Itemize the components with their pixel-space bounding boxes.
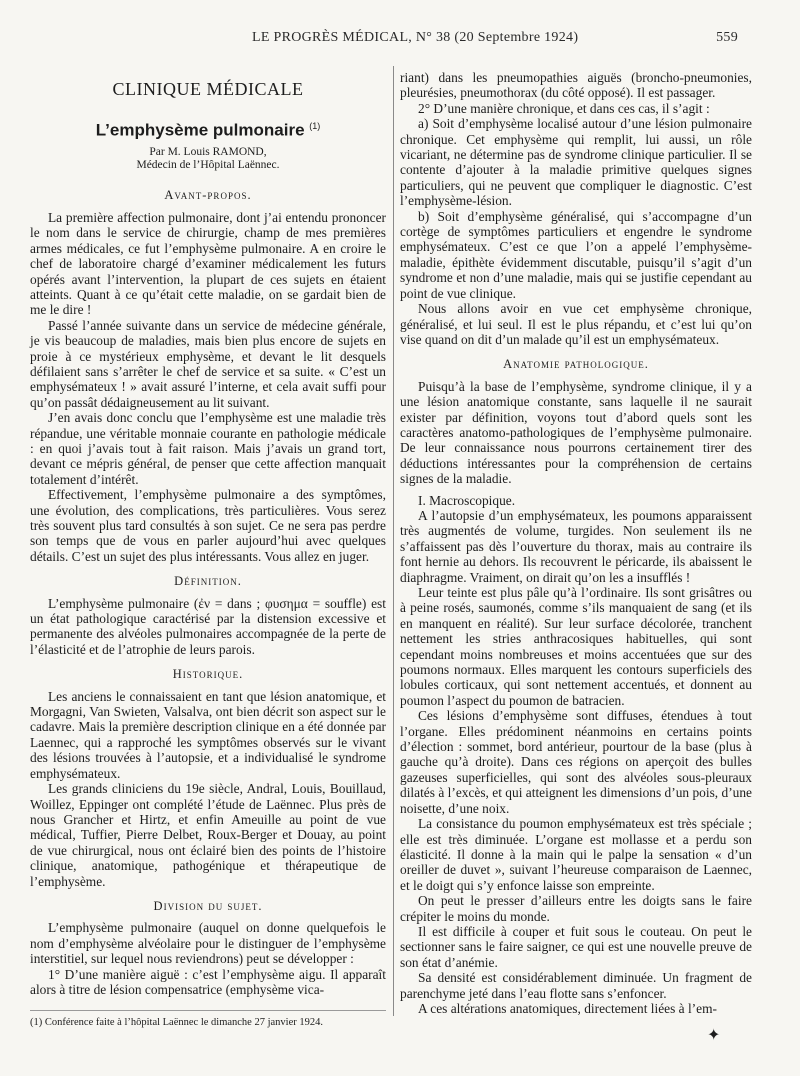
left-column (30, 62, 386, 997)
paragraph: Les anciens le connaissaient en tant que lésion anatomique, et Morgagni, Van Swieten, Valsalva, ont bien décrit son aspect sur le cadavre. Mais la première description clinique en a été donnée par Laennec, qui a rapproché les symptômes observés sur le vivant des lésions trouvées à l’autopsie, et a individualisé le syndrome emphysémateux. (30, 688, 386, 781)
paragraph: b) Soit d’emphysème généralisé, qui s’accompagne d’un cortège de symptômes particuliers et engendre le syndrome emphysémateux. C’est ce que l’on a appelé l’emphysème-maladie, épithète évidemment discutable, puisqu’il s’agit d’un syndrome et non d’une maladie, mais qui se justifie cependant au point de vue clinique. (400, 208, 752, 301)
paragraph: On peut le presser d’ailleurs entre les doigts sans le faire crépiter le moins du monde. (400, 893, 752, 924)
running-title: LE PROGRÈS MÉDICAL, N° 38 (20 Septembre 1924) (252, 30, 579, 45)
subheading-macroscopique: I. Macroscopique. (418, 492, 516, 508)
paragraph: 1° D’une manière aiguë : c’est l’emphysème aigu. Il apparaît alors à titre de lésion compensatrice (emphysème vica- (30, 966, 386, 997)
paragraph: a) Soit d’emphysème localisé autour d’une lésion pulmonaire chronique. Cet emphysème qui remplit, lui aussi, un rôle vicariant, ne détermine pas de syndrome clinique particulier. Il se contente d’ajouter à la maladie primitive quelques signes particuliers, qui ne peuvent que compliquer le diagnostic. C’est l’emphysème-lésion. (400, 116, 752, 209)
paragraph: Les grands cliniciens du 19e siècle, Andral, Louis, Bouillaud, Woillez, Eppinger ont complété l’étude de Laënnec. Plus près de nous Grancher et Hirtz, et enfin Ameuille au point de vue médical, Tuffier, Pierre Delbet, Roux-Berger et Douay, au point de vue chirurgical, nous ont éclairé bien des points de l’histoire clinique, anatomique, pathogénique et thérapeutique de l’emphysème. (30, 781, 386, 889)
heading-division: Division du sujet. (153, 898, 263, 913)
paragraph: La consistance du poumon emphysémateux est très spéciale ; elle est très diminuée. L’organe est mollasse et a perdu son élasticité. Il donne à la main qui le palpe la sensation « d’un oreiller de duvet », suivant l’heureuse comparaison de Laennec, et le doigt qui s’y enfonce laisse son empreinte. (400, 816, 752, 893)
article-title (30, 119, 386, 141)
paragraph: Ces lésions d’emphysème sont diffuses, étendues à tout l’organe. Elles prédominent néanmoins en certains points d’élection : sommet, bord antérieur, pourtour de la base (plus à gauche qu’à droite). Dans ces régions on aperçoit des bulles gazeuses superficielles, qui sont des alvéoles sous-pleuraux dilatés à l’excès, et qui atteignent les dimensions d’un pois, d’une noisette, d’une noix. (400, 708, 752, 816)
section-rubric: CLINIQUE MÉDICALE (112, 79, 304, 99)
paragraph: A l’autopsie d’un emphysémateux, les poumons apparaissent très augmentés de volume, turgides. Non seulement ils ne s’affaissent pas dès l’ouverture du thorax, mais au contraire ils font hernie au dehors. Ils recouvrent le péricarde, ils abaissent le diaphragme. Vraiment, on dirait qu’on les a insufflés ! (400, 507, 752, 585)
paragraph: Effectivement, l’emphysème pulmonaire a des symptômes, une évolution, des complications, très particulières. Vous serez très souvent plus tard consultés à son sujet. Ce ne sera pas perdre son temps que de vous en parler aujourd’hui avec quelques détails. C’est un sujet des plus intéressants. Vous allez en juger. (30, 487, 386, 564)
paragraph: Leur teinte est plus pâle qu’à l’ordinaire. Ils sont grisâtres ou à peine rosés, saumonés, comme s’ils manquaient de sang (et ils en manquent en réalité). Sur leur surface décolorée, tranchent nettement les stries anthracosiques habituelles, qui sont cependant moins nombreuses et moins accentuées que sur des poumons normaux. Elles marquent les contours superficiels des lobules corticaux, qui sont nettement accentués, et donnent au poumon l’aspect du poumon de batracien. (400, 585, 752, 708)
footnote-rule (30, 1010, 386, 1011)
heading-anatomie: Anatomie pathologique. (503, 357, 649, 372)
heading-historique: Historique. (172, 667, 244, 682)
heading-avant-propos: Avant-propos. (164, 188, 252, 203)
end-ornament: ✦ (707, 1027, 721, 1044)
title-footnote-ref: (1) (309, 121, 321, 132)
page-number: 559 (716, 30, 738, 45)
footnote: (1) Conférence faite à l’hôpital Laënnec le dimanche 27 janvier 1924. (30, 1017, 323, 1028)
author-affiliation: Médecin de l’Hôpital Laënnec. (136, 159, 280, 172)
paragraph: Passé l’année suivante dans un service de médecine générale, je vis beaucoup de maladies, mais bien plus encore de sujets en proie à ce mystérieux emphysème, et devant le lit desquels défilaient sans s’arrêter le chef de service et sa suite. « C’est un emphysémateux ! » avait assuré l’interne, et cela avait suffi pour qu’on passât dédaigneusement au lit suivant. (30, 317, 386, 410)
paragraph: J’en avais donc conclu que l’emphysème est une maladie très répandue, une véritable monnaie courante en pathologie médicale : en quoi j’avais tout à fait raison. Mais j’avais un grand tort, devant ce mépris général, de penser que cette affection manquait totalement d’intérêt. (30, 410, 386, 487)
paragraph: L’emphysème pulmonaire (auquel on donne quelquefois le nom d’emphysème alvéolaire pour le distinguer de l’emphysème interstitiel, sur lequel nous reviendrons) peut se développer : (30, 920, 386, 967)
running-header (0, 26, 800, 50)
author-byline: Par M. Louis RAMOND, (149, 146, 267, 159)
paragraph: Puisqu’à la base de l’emphysème, syndrome clinique, il y a une lésion anatomique constante, sans laquelle il ne saurait exister par définition, voyons tout d’abord quels sont les caractères anatomo-pathologiques de l’emphysème pulmonaire. De leur connaissance nous pourrons certainement tirer des déductions intéressantes pour la compréhension de certains signes de la maladie. (400, 378, 752, 487)
paragraph: riant) dans les pneumopathies aiguës (broncho-pneumonies, pleurésies, pneumothorax (du côté opposé). Il est passager. (400, 70, 752, 101)
paragraph: Nous allons avoir en vue cet emphysème chronique, généralisé, et lui seul. Il est le plus répandu, et c’est lui qu’on vise quand on dit d’un malade qu’il est un emphysémateux. (400, 301, 752, 347)
paragraph: Sa densité est considérablement diminuée. Un fragment de parenchyme jeté dans l’eau flotte sans s’enfoncer. (400, 970, 752, 1001)
article-title-text: L’emphysème pulmonaire (95, 121, 305, 141)
paragraph: A ces altérations anatomiques, directement liées à l’em- (418, 1000, 717, 1016)
paragraph: Il est difficile à couper et fuit sous le couteau. On peut le sectionner sans le faire saigner, ce qui est une nouvelle preuve de son état d’anémie. (400, 923, 752, 970)
heading-definition: Définition. (174, 574, 242, 589)
column-divider (393, 66, 394, 1016)
paragraph: L’emphysème pulmonaire (ἐν = dans ; φυσημα = souffle) est un état pathologique caractérisé par la distension excessive et permanente des alvéoles pulmonaires accompagnée de la perte de l’élasticité et de l’atrophie de leurs parois. (30, 595, 386, 657)
right-column (400, 70, 752, 1016)
paragraph: La première affection pulmonaire, dont j’ai entendu prononcer le nom dans le service de chirurgie, champ de mes premières armes médicales, ce fut l’emphysème pulmonaire. A en croire le chef de laboratoire chargé d’examiner médicalement les futurs opérés avant l’intervention, la plupart de ces sujets en étaient atteints. Quant à ce qu’était cette maladie, on se gardait bien de me le dire ! (30, 209, 386, 318)
paragraph: 2° D’une manière chronique, et dans ces cas, il s’agit : (418, 100, 710, 116)
